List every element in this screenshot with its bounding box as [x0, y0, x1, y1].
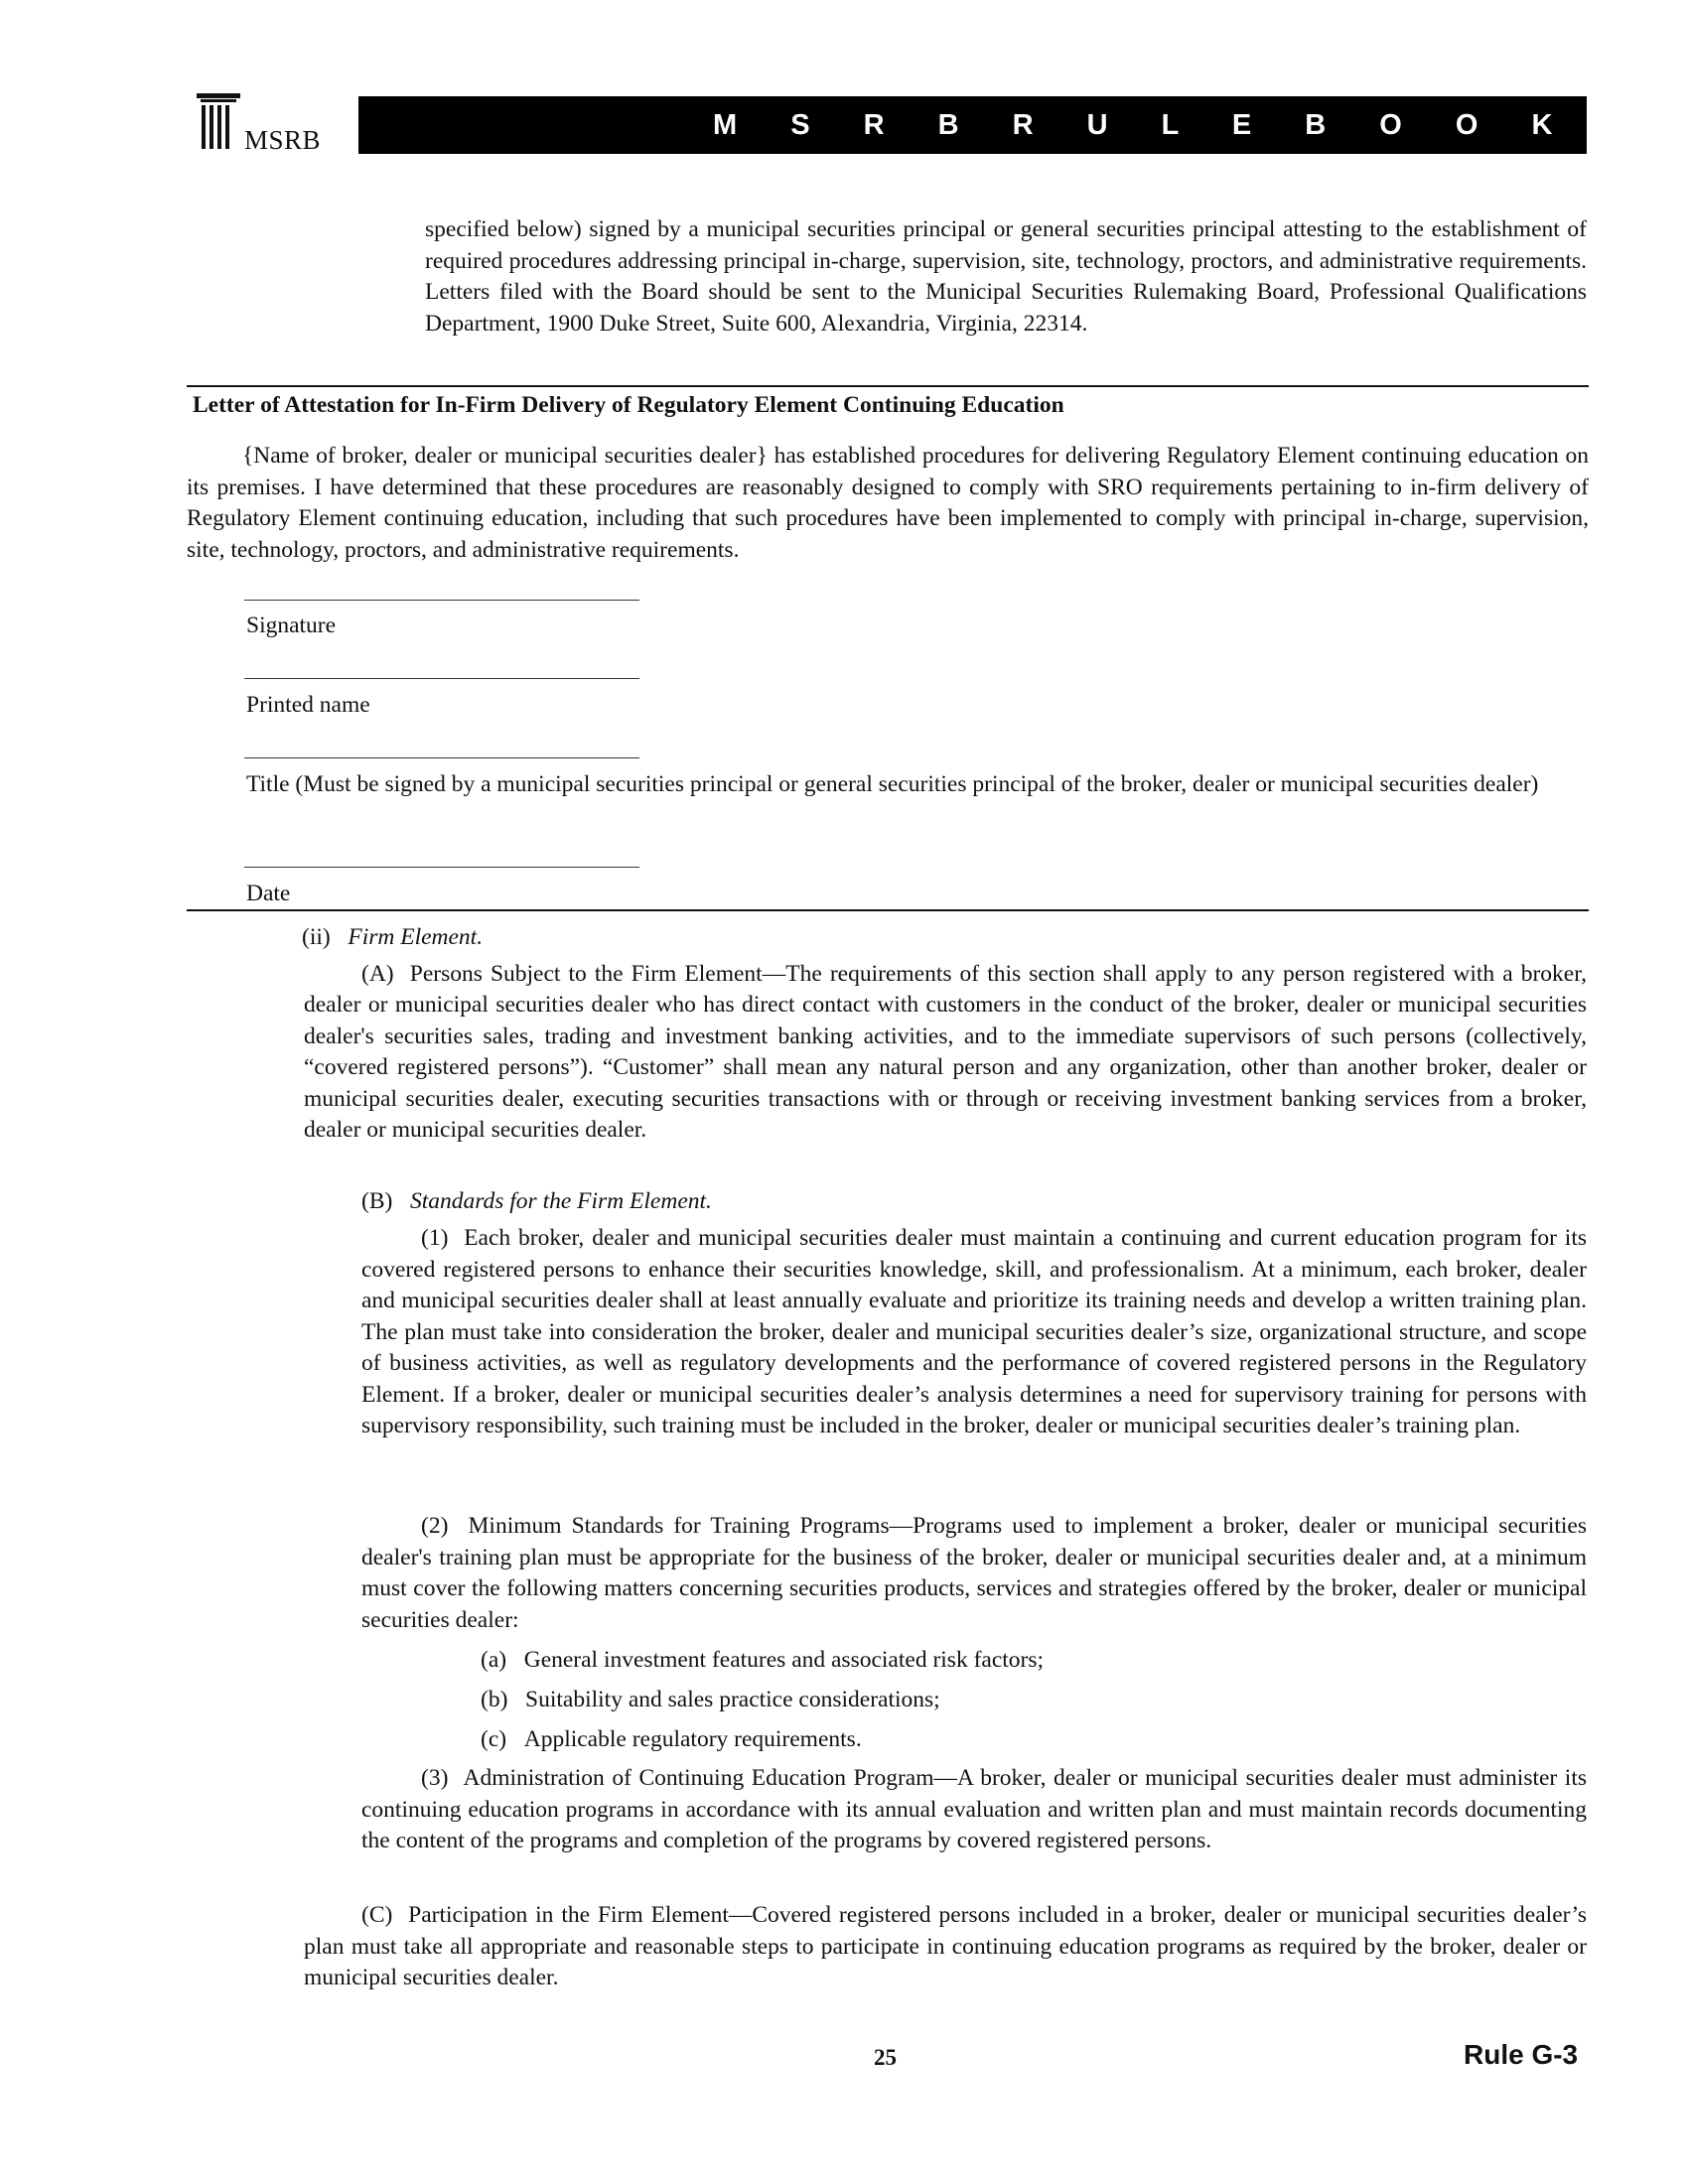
section-b-title: Standards for the Firm Element. [409, 1188, 712, 1214]
list-item-label: (c) [481, 1726, 507, 1752]
letter-top-rule [187, 385, 1589, 387]
firm-element-heading [302, 921, 483, 953]
list-item-text: Suitability and sales practice considerations; [525, 1687, 940, 1712]
section-b3 [361, 1763, 1587, 1857]
letter-heading: Letter of Attestation for In-Firm Delivery of Regulatory Element Continuing Education [193, 392, 1064, 418]
firm-element-num: (ii) [302, 924, 331, 950]
logo-text: MSRB [244, 125, 322, 155]
section-a-text: Persons Subject to the Firm Element—The requirements of this section shall apply to any person registered with a broker, dealer or municipal securities dealer who has direct contact with customers in the conduct of the broker, dealer or municipal securities dealer's securities sales, trading and investment banking activities, and to the immediate supervisors of such persons (collectively, “covered registered persons”). “Customer” shall mean any natural person and any organization, other than another broker, dealer or municipal securities dealer, executing securities transactions with or through or receiving investment banking services from a broker, dealer or municipal securities dealer. [304, 961, 1587, 1144]
page-number: 25 [874, 2045, 897, 2070]
section-b1-label: (1) [421, 1225, 449, 1251]
printed-name-label: Printed name [246, 692, 370, 718]
list-item [481, 1684, 940, 1715]
msrb-logo [195, 91, 344, 159]
printed-name-line [244, 678, 639, 679]
title-label: Title (Must be signed by a municipal securities principal or general securities principal of the broker, dealer or municipal securities dealer) [246, 771, 1539, 797]
signature-label: Signature [246, 613, 337, 638]
section-c-label: (C) [361, 1902, 393, 1928]
list-item-label: (b) [481, 1687, 508, 1712]
section-a-label: (A) [361, 961, 394, 987]
letter-body: {Name of broker, dealer or municipal securities dealer} has established procedures for delivering Regulatory Element continuing education on its premises. I have determined that these procedures are reasonably designed to comply with SRO requirements pertaining to in-firm delivery of Regulatory Element continuing education, including that such procedures have been implemented to comply with principal in-charge, supervision, site, technology, proctors, and administrative requirements. [187, 443, 1589, 563]
rulebook-header-bar: M S R B R U L E B O O K [358, 96, 1587, 154]
firm-element-title: Firm Element. [348, 924, 484, 950]
section-c-text: Participation in the Firm Element—Covered registered persons included in a broker, dealer or municipal securities dealer’s plan must take all appropriate and reasonable steps to participate in continuing education programs as required by the broker, dealer or municipal securities dealer. [304, 1902, 1587, 1990]
section-b1-text: Each broker, dealer and municipal securities dealer must maintain a continuing and current education program for its covered registered persons to enhance their securities knowledge, skill, and professionalism. At a minimum, each broker, dealer and municipal securities dealer shall at least annually evaluate and prioritize its training needs and develop a written training plan. The plan must take into consideration the broker, dealer and municipal securities dealer’s size, organizational structure, and scope of business activities, as well as regulatory developments and the performance of covered registered persons in the Regulatory Element. If a broker, dealer or municipal securities dealer’s analysis determines a need for supervisory training for persons with supervisory responsibility, such training must be included in the broker, dealer or municipal securities dealer’s training plan. [361, 1225, 1588, 1438]
section-b3-label: (3) [421, 1765, 449, 1791]
section-b1 [361, 1223, 1587, 1442]
list-item [481, 1723, 862, 1755]
pillar-icon [195, 91, 244, 155]
section-b3-text: Administration of Continuing Education Program—A broker, dealer or municipal securities dealer must administer its continuing education programs in accordance with its annual evaluation and written plan and must maintain records documenting the content of the programs and completion of the programs by covered registered persons. [361, 1765, 1588, 1853]
date-label: Date [246, 881, 291, 906]
list-item [481, 1644, 1044, 1676]
rule-label: Rule G-3 [1464, 2039, 1579, 2070]
title-line [244, 757, 639, 758]
section-b2 [361, 1511, 1587, 1636]
intro-paragraph: specified below) signed by a municipal securities principal or general securities principal attesting to the establishment of required procedures addressing principal in-charge, supervision, site, technology, proctors, and administrative requirements. Letters filed with the Board should be sent to the Municipal Securities Rulemaking Board, Professional Qualifications Department, 1900 Duke Street, Suite 600, Alexandria, Virginia, 22314. [425, 216, 1587, 337]
signature-line [244, 600, 639, 601]
section-b2-text: Minimum Standards for Training Programs—Programs used to implement a broker, dealer or municipal securities dealer's training plan must be appropriate for the business of the broker, dealer or municipal securities dealer and, at a minimum must cover the following matters concerning securities products, services and strategies offered by the broker, dealer or municipal securities dealer: [361, 1513, 1587, 1633]
section-b2-label: (2) [421, 1513, 449, 1539]
date-line [244, 867, 639, 868]
list-item-label: (a) [481, 1647, 507, 1673]
list-item-text: Applicable regulatory requirements. [523, 1726, 862, 1752]
section-a [304, 959, 1587, 1146]
list-item-text: General investment features and associated risk factors; [523, 1647, 1045, 1673]
letter-bottom-rule [187, 909, 1589, 911]
section-b-heading [361, 1185, 712, 1217]
section-c [304, 1900, 1587, 1994]
section-b-label: (B) [361, 1188, 393, 1214]
